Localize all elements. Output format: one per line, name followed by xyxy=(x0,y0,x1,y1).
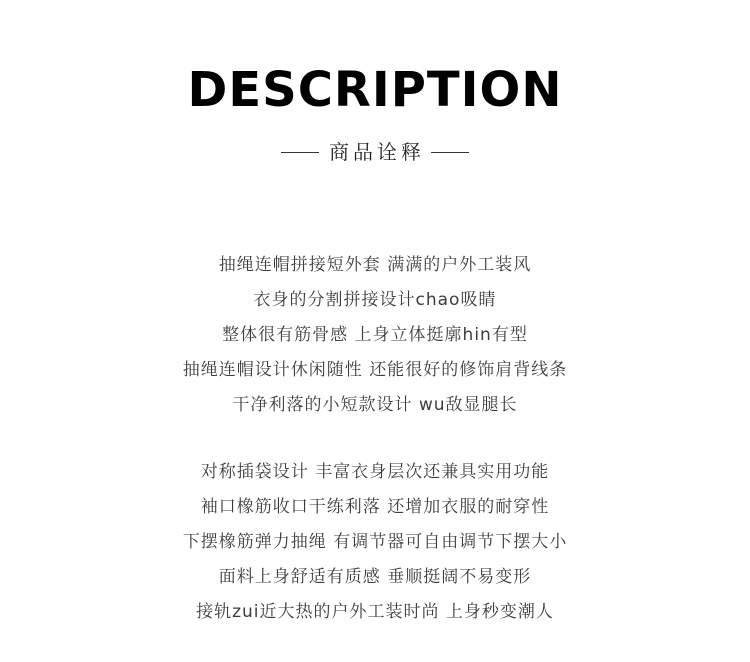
subtitle-row xyxy=(0,138,750,166)
description-paragraph-2 xyxy=(0,455,750,630)
description-line: 整体很有筋骨感 上身立体挺廓hin有型 xyxy=(222,325,528,345)
page-subtitle: 商品诠释 xyxy=(329,140,425,164)
description-paragraph-1 xyxy=(0,248,750,423)
description-line: 衣身的分割拼接设计chao吸睛 xyxy=(253,290,497,310)
description-line: 接轨zui近大热的户外工装时尚 上身秒变潮人 xyxy=(196,602,554,622)
right-dash-divider xyxy=(431,152,469,153)
description-line: 袖口橡筋收口干练利落 还增加衣服的耐穿性 xyxy=(200,497,550,517)
description-line: 抽绳连帽拼接短外套 满满的户外工装风 xyxy=(218,255,532,275)
left-dash-divider xyxy=(281,152,319,153)
description-line: 对称插袋设计 丰富衣身层次还兼具实用功能 xyxy=(200,462,550,482)
description-line: 面料上身舒适有质感 垂顺挺阔不易变形 xyxy=(218,567,532,587)
description-line: 干净利落的小短款设计 wu敌显腿长 xyxy=(232,395,518,415)
description-line: 抽绳连帽设计休闲随性 还能很好的修饰肩背线条 xyxy=(182,360,568,380)
description-line: 下摆橡筋弹力抽绳 有调节器可自由调节下摆大小 xyxy=(182,532,568,552)
page-title: DESCRIPTION xyxy=(187,62,563,118)
